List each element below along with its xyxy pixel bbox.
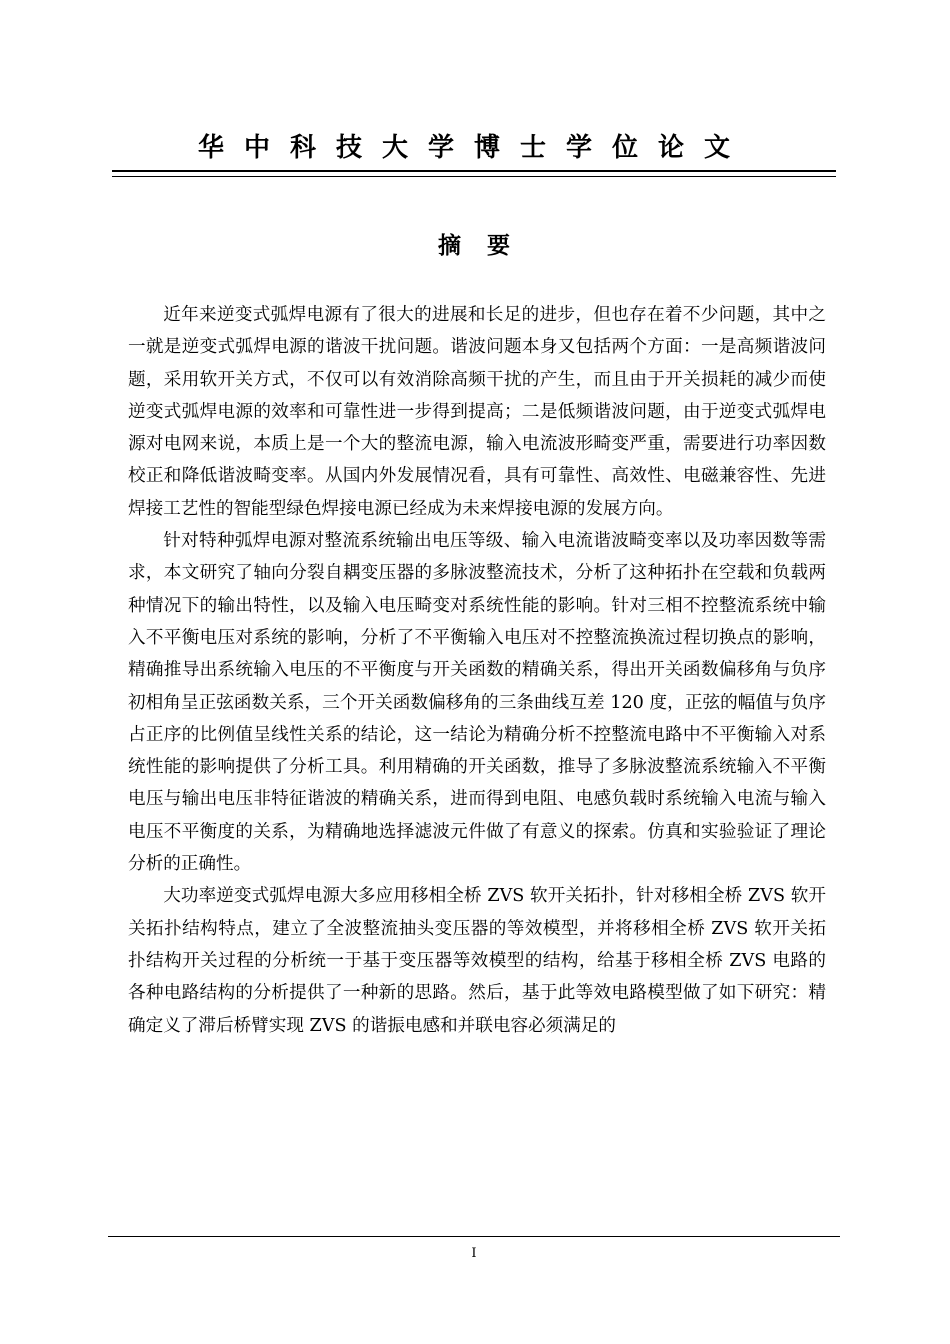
page-number: I (471, 1246, 477, 1261)
header-rule-thin (112, 176, 836, 177)
abstract-body (128, 299, 826, 1042)
abstract-heading: 摘要 (438, 232, 536, 259)
footer-rule (108, 1236, 840, 1237)
header-rule-thick (112, 170, 836, 172)
abstract-paragraph-1: 近年来逆变式弧焊电源有了很大的进展和长足的进步，但也存在着不少问题，其中之一就是逆变式弧焊电源的谐波干扰问题。谐波问题本身又包括两个方面：一是高频谐波问题，采用软开关方式，不仅可以有效消除高频干扰的产生，而且由于开关损耗的减少而使逆变式弧焊电源的效率和可靠性进一步得到提高；二是低频谐波问题，由于逆变式弧焊电源对电网来说，本质上是一个大的整流电源，输入电流波形畸变严重，需要进行功率因数校正和降低谐波畸变率。从国内外发展情况看，具有可靠性、高效性、电磁兼容性、先进焊接工艺性的智能型绿色焊接电源已经成为未来焊接电源的发展方向。 (128, 305, 826, 519)
running-header-title: 华中科技大学博士学位论文 (197, 133, 750, 163)
abstract-paragraph-3: 大功率逆变式弧焊电源大多应用移相全桥 ZVS 软开关拓扑，针对移相全桥 ZVS 软开关拓扑结构特点，建立了全波整流抽头变压器的等效模型，并将移相全桥 ZVS 软开关拓扑结构开关过程的分析统一于基于变压器等效模型的结构，给基于移相全桥 ZVS 电路的各种电路结构的分析提供了一种新的思路。然后，基于此等效电路模型做了如下研究：精确定义了滞后桥臂实现 ZVS 的谐振电感和并联电容必须满足的 (128, 886, 827, 1036)
abstract-paragraph-2: 针对特种弧焊电源对整流系统输出电压等级、输入电流谐波畸变率以及功率因数等需求，本文研究了轴向分裂自耦变压器的多脉波整流技术，分析了这种拓扑在空载和负载两种情况下的输出特性，以及输入电压畸变对系统性能的影响。针对三相不控整流系统中输入不平衡电压对系统的影响，分析了不平衡输入电压对不控整流换流过程切换点的影响，精确推导出系统输入电压的不平衡度与开关函数的精确关系，得出开关函数偏移角与负序初相角呈正弦函数关系，三个开关函数偏移角的三条曲线互差 120 度，正弦的幅值与负序占正序的比例值呈线性关系的结论，这一结论为精确分析不控整流电路中不平衡输入对系统性能的影响提供了分析工具。利用精确的开关函数，推导了多脉波整流系统输入不平衡电压与输出电压非特征谐波的精确关系，进而得到电阻、电感负载时系统输入电流与输入电压不平衡度的关系，为精确地选择滤波元件做了有意义的探索。仿真和实验验证了理论分析的正确性。 (128, 531, 826, 875)
